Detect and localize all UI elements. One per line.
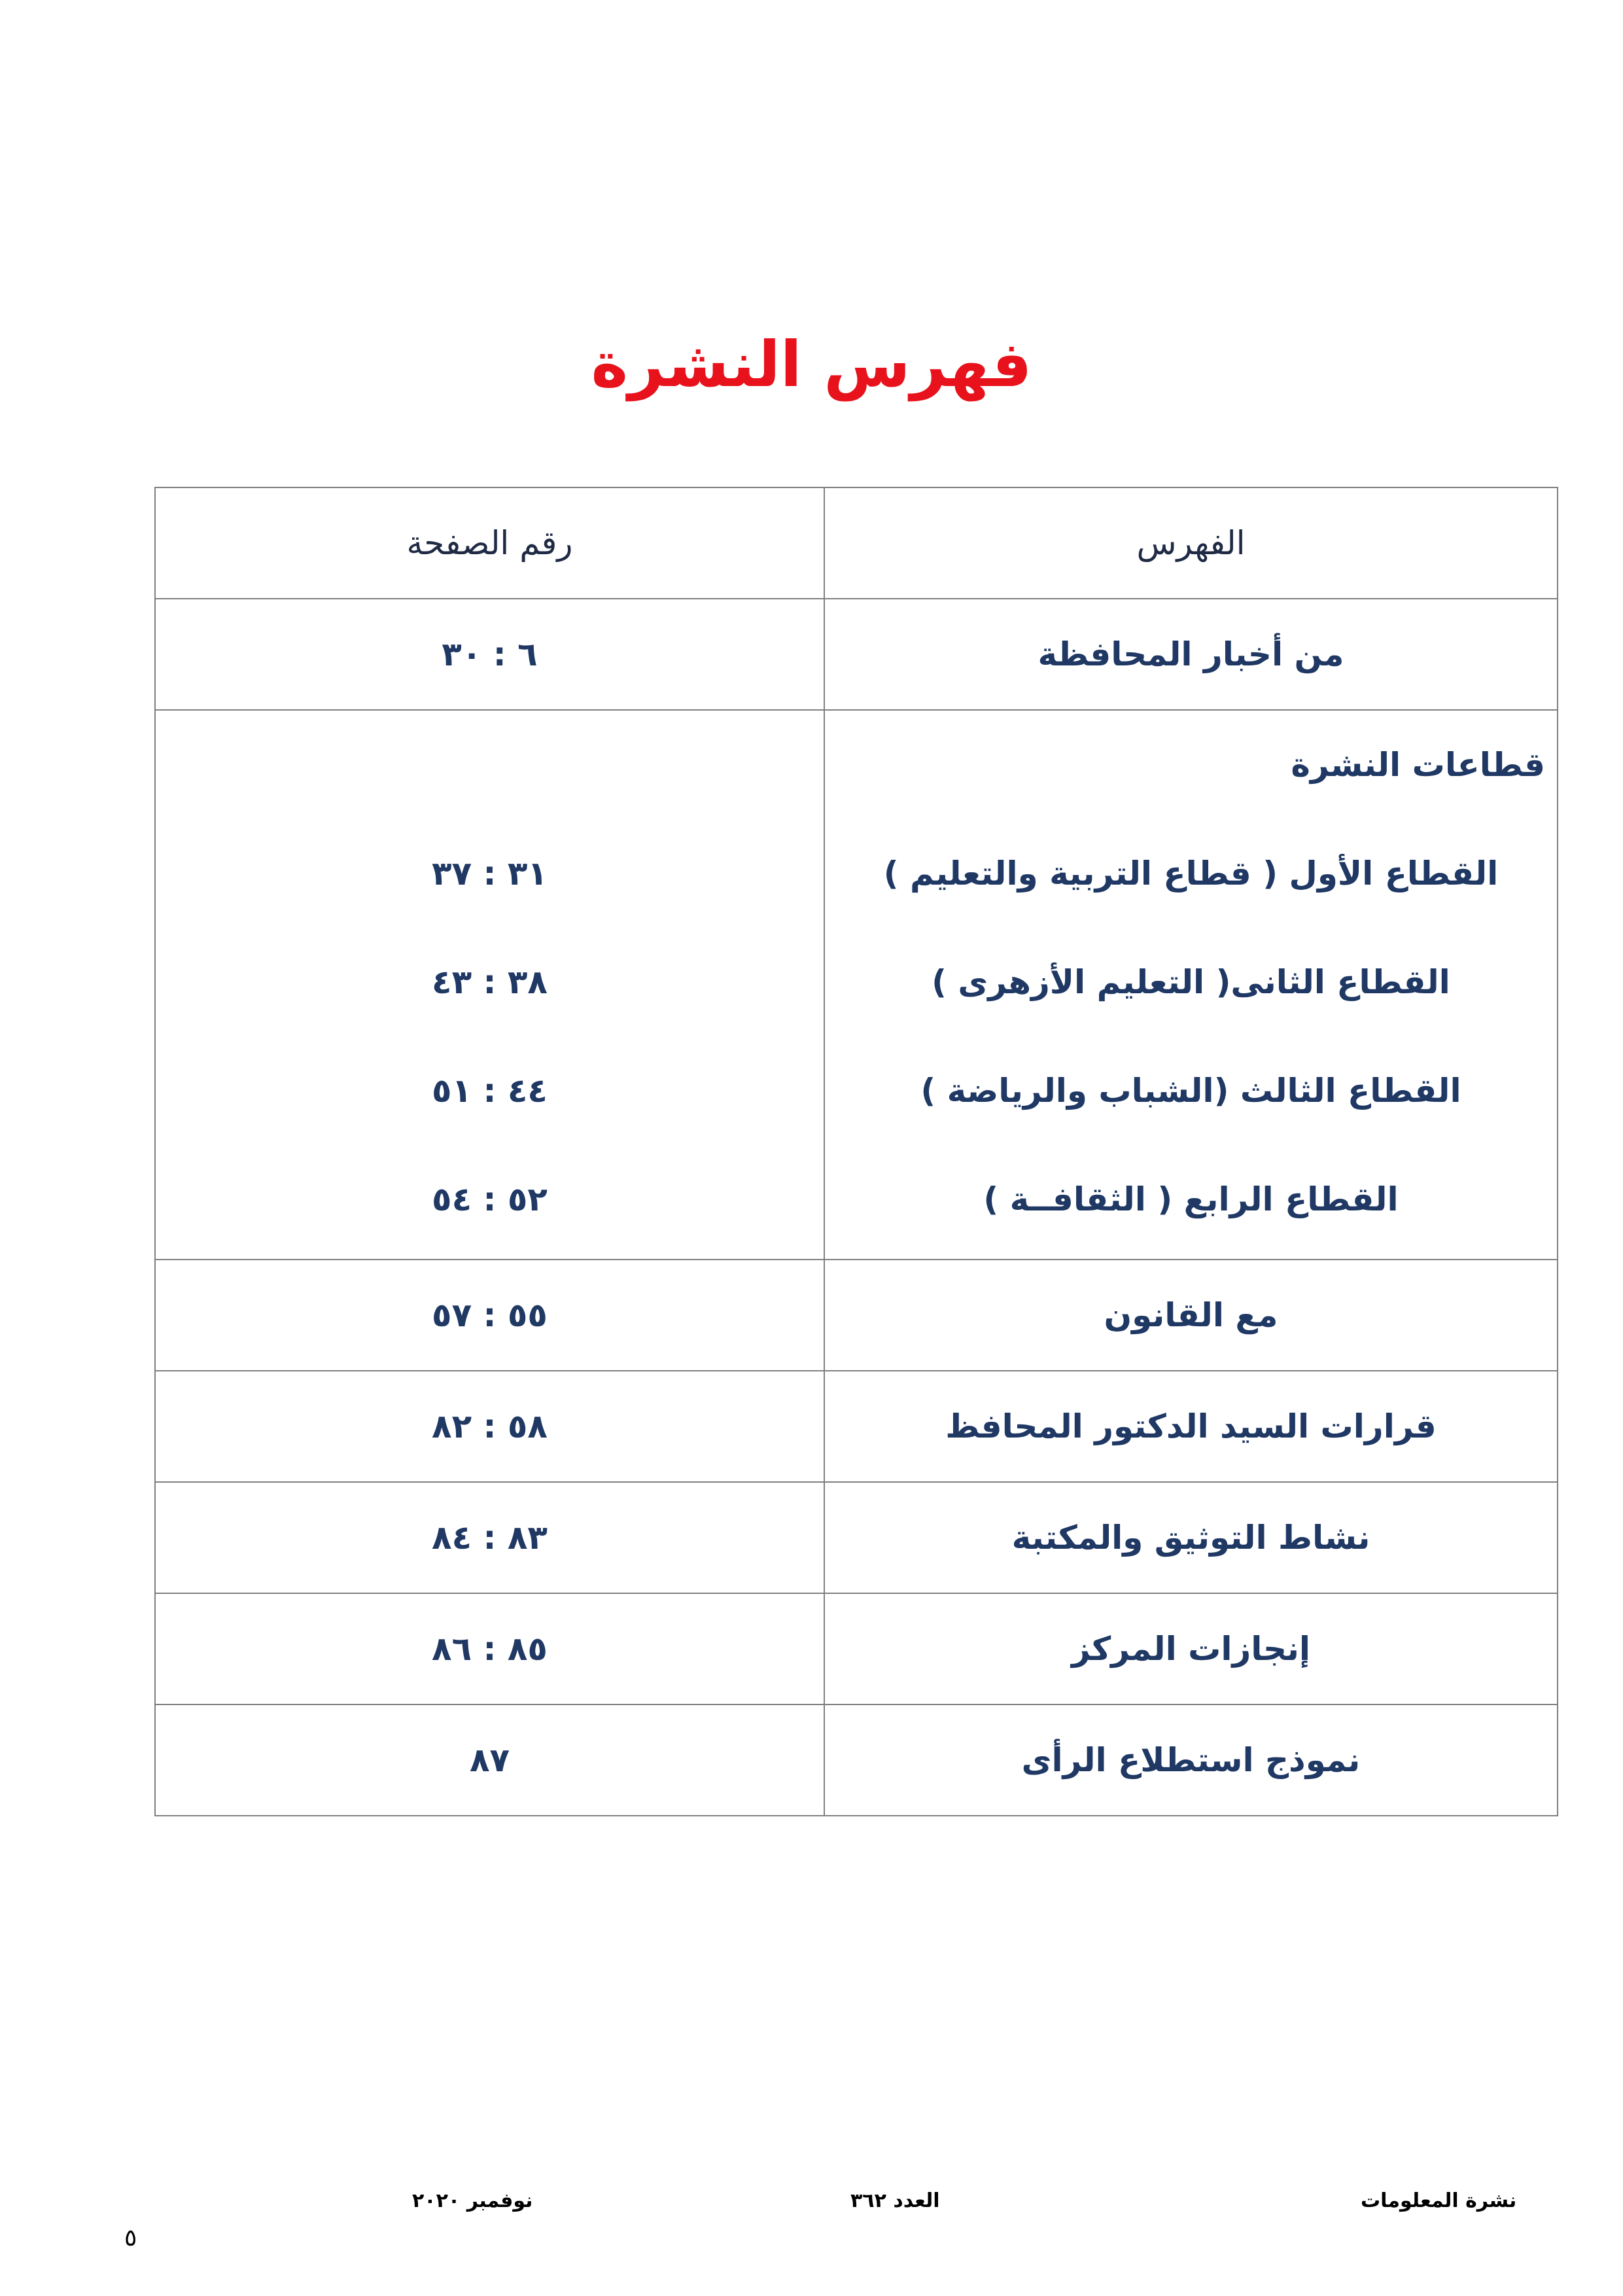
page-range: ٦ : ٣٠ (155, 599, 824, 710)
index-table (154, 487, 1558, 1816)
page-range: ٨٣ : ٨٤ (155, 1482, 824, 1593)
header-page-number: رقم الصفحة (155, 487, 824, 599)
sectors-index-cell (824, 710, 1558, 1260)
page-range: ٨٧ (155, 1704, 824, 1816)
page-title: فهرس النشرة (591, 328, 1032, 401)
sector-entry: القطاع الثالث (الشباب والرياضة ) (920, 1072, 1461, 1110)
sector-entry: القطاع الرابع ( الثقافــة ) (983, 1180, 1399, 1218)
page-range: ٥٥ : ٥٧ (155, 1260, 824, 1371)
index-entry: إنجازات المركز (824, 1593, 1558, 1704)
index-entry: مع القانون (824, 1260, 1558, 1371)
index-entry: قرارات السيد الدكتور المحافظ (824, 1371, 1558, 1482)
sector-page-range: ٤٤ : ٥١ (432, 1072, 548, 1110)
sectors-page-cell (155, 710, 824, 1260)
sector-entry: القطاع الأول ( قطاع التربية والتعليم ) (883, 855, 1499, 892)
footer-publication: نشرة المعلومات (1361, 2189, 1517, 2212)
page-range: ٨٥ : ٨٦ (155, 1593, 824, 1704)
table-row (155, 1704, 1558, 1816)
index-entry: من أخبار المحافظة (824, 599, 1558, 710)
table-row (155, 1260, 1558, 1371)
sectors-row (155, 710, 1558, 1260)
table-row (155, 1371, 1558, 1482)
sector-page-range: ٣١ : ٣٧ (432, 855, 548, 892)
sectors-heading: قطاعات النشرة (1291, 746, 1545, 784)
index-entry: نشاط التوثيق والمكتبة (824, 1482, 1558, 1593)
page-number: ٥ (124, 2225, 137, 2252)
table-row (155, 599, 1558, 710)
sector-pages (156, 711, 824, 1254)
index-entry: نموذج استطلاع الرأى (824, 1704, 1558, 1816)
sector-entry: القطاع الثانى( التعليم الأزهرى ) (932, 963, 1450, 1001)
sector-page-range: ٣٨ : ٤٣ (432, 963, 548, 1001)
sector-page-range: ٥٢ : ٥٤ (432, 1180, 548, 1218)
table-row (155, 1482, 1558, 1593)
footer-date: نوفمبر ٢٠٢٠ (412, 2189, 533, 2212)
footer-issue: العدد ٣٦٢ (850, 2189, 940, 2212)
header-index: الفهرس (824, 487, 1558, 599)
table-row (155, 1593, 1558, 1704)
page-range: ٥٨ : ٨٢ (155, 1371, 824, 1482)
table-header-row (155, 487, 1558, 599)
